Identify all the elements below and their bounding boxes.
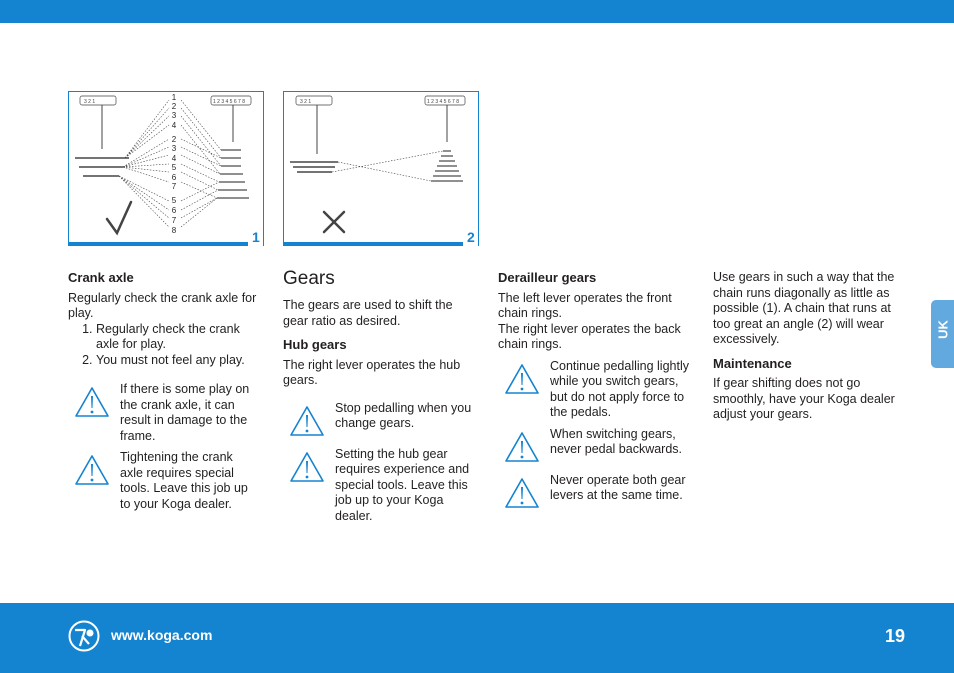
- usage-section: [713, 270, 908, 423]
- figure-2-sprocket-labels: 1 2 3 4 5 6 7 8: [427, 99, 459, 105]
- hub-gears-heading: Hub gears: [283, 337, 347, 352]
- usage-text: Use gears in such a way that the chain runs diagonally as little as possible (1). A chain that runs at too great an angle (2) will wear excessively.: [713, 270, 895, 346]
- warning-text: Setting the hub gear requires experience and special tools. Leave this job up to your Koga dealer.: [335, 446, 470, 523]
- figure-1-drawing: [69, 92, 265, 247]
- language-tab[interactable]: [931, 300, 954, 368]
- warning-icon: [74, 386, 110, 418]
- gear-number: 7: [171, 182, 177, 191]
- gear-number: 2: [171, 135, 177, 144]
- hub-gears-text: The right lever operates the hub gears.: [283, 357, 461, 387]
- gear-number: 5: [171, 196, 177, 205]
- warning-note: [68, 450, 258, 512]
- warning-icon: [289, 405, 325, 437]
- gears-intro: The gears are used to shift the gear ratio as desired.: [283, 298, 453, 328]
- gear-number: 4: [171, 154, 177, 163]
- figure-2-drawing: [284, 92, 480, 247]
- warning-text: When switching gears, never pedal backwards.: [550, 426, 683, 456]
- gear-number: 3: [171, 111, 177, 120]
- figure-1-chainring-labels: 3 2 1: [84, 99, 96, 105]
- list-item: 2. You must not feel any play.: [96, 353, 258, 369]
- figure-1-number: 1: [252, 229, 260, 245]
- warning-text: Continue pedalling lightly while you switch gears, but do not apply force to the pedals.: [550, 358, 689, 419]
- maintenance-text: If gear shifting does not go smoothly, have your Koga dealer adjust your gears.: [713, 376, 895, 421]
- warning-icon: [504, 363, 540, 395]
- crank-axle-list: [96, 322, 258, 369]
- warning-text: If there is some play on the crank axle, it can result in damage to the frame.: [120, 382, 250, 443]
- language-tab-label: UK: [935, 320, 951, 339]
- gear-number: 1: [171, 93, 177, 102]
- gear-number: 5: [171, 163, 177, 172]
- derailleur-heading: Derailleur gears: [498, 270, 597, 285]
- gears-section: [283, 268, 473, 524]
- warning-text: Never operate both gear levers at the same time.: [550, 472, 686, 502]
- warning-icon: [504, 431, 540, 463]
- warning-note: [498, 359, 693, 421]
- warning-note: [283, 447, 473, 525]
- warning-icon: [74, 454, 110, 486]
- gears-title: Gears: [283, 268, 335, 289]
- figure-2-number: 2: [467, 229, 475, 245]
- figure-2-baseline: [283, 242, 463, 246]
- page-number: 19: [885, 626, 906, 646]
- gear-number: 7: [171, 216, 177, 225]
- gear-number: 3: [171, 144, 177, 153]
- warning-note: [68, 382, 258, 444]
- gear-number: 4: [171, 121, 177, 130]
- crank-axle-section: [68, 270, 258, 512]
- figure-1-baseline: [68, 242, 248, 246]
- warning-icon: [504, 477, 540, 509]
- top-bar: [0, 0, 954, 23]
- check-icon: [107, 202, 131, 233]
- derailleur-text-front: The left lever operates the front chain rings.: [498, 290, 672, 320]
- crank-axle-heading: Crank axle: [68, 270, 134, 285]
- derailleur-section: [498, 270, 693, 513]
- warning-note: [498, 473, 693, 513]
- gear-number: 8: [171, 226, 177, 235]
- koga-logo[interactable]: [68, 620, 100, 652]
- warning-note: [498, 427, 693, 467]
- cross-icon: [324, 212, 344, 232]
- warning-note: [283, 401, 473, 441]
- warning-icon: [289, 451, 325, 483]
- gear-number: 6: [171, 206, 177, 215]
- warning-text: Tightening the crank axle requires special tools. Leave this job up to your Koga dealer.: [120, 450, 248, 511]
- footer-url-link[interactable]: www.koga.com: [111, 627, 213, 643]
- figure-1-correct-chainline: [68, 91, 264, 246]
- figure-1-sprocket-labels: 1 2 3 4 5 6 7 8: [213, 99, 245, 105]
- maintenance-heading: Maintenance: [713, 355, 792, 371]
- gear-number: 6: [171, 173, 177, 182]
- figure-2-chainring-labels: 3 2 1: [300, 99, 312, 105]
- warning-text: Stop pedalling when you change gears.: [335, 400, 472, 430]
- derailleur-text-back: The right lever operates the back chain rings.: [498, 321, 681, 351]
- crank-axle-intro: Regularly check the crank axle for play.: [68, 290, 257, 320]
- gear-number: 2: [171, 102, 177, 111]
- figure-2-incorrect-chainline: [283, 91, 479, 246]
- list-item: 1. Regularly check the crank axle for play.: [96, 322, 258, 353]
